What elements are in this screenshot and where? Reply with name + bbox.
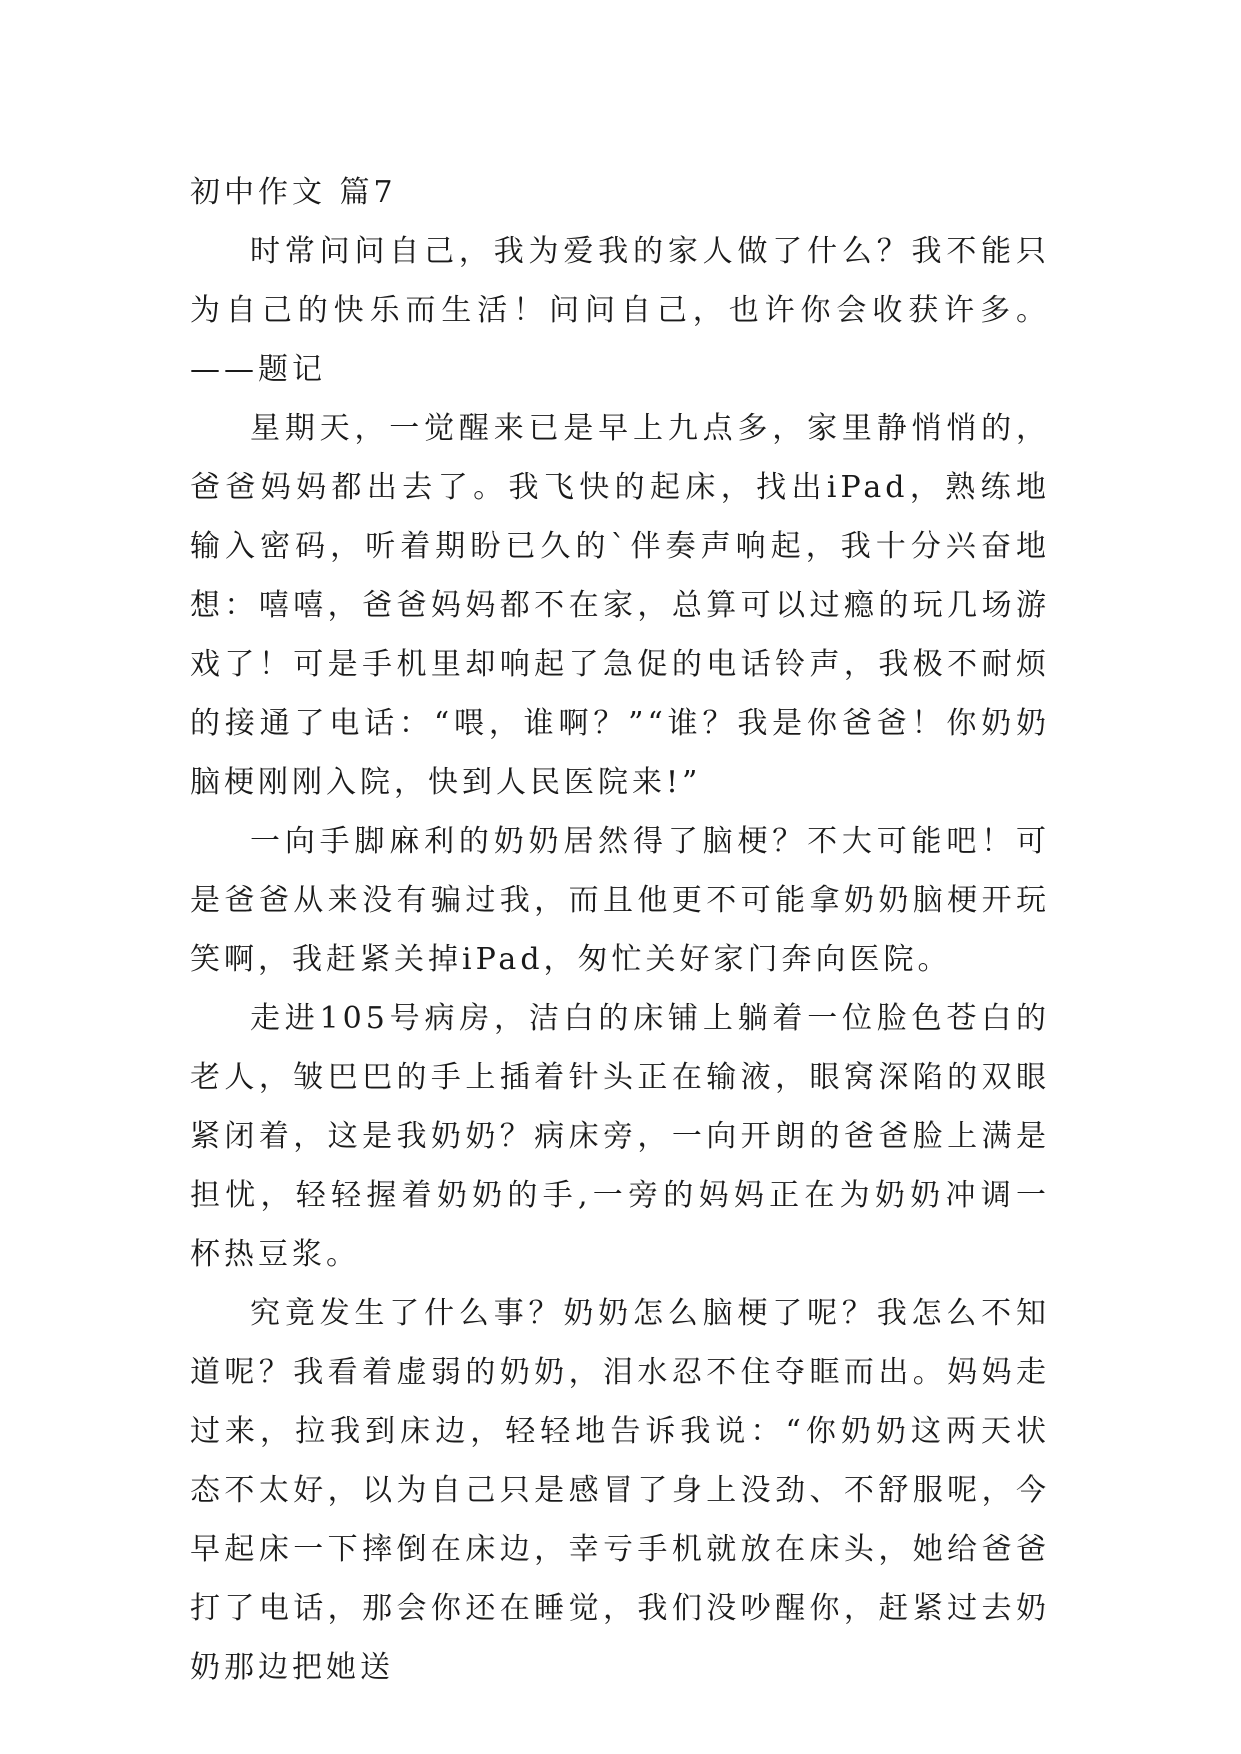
paragraph-mother-explains: 究竟发生了什么事？奶奶怎么脑梗了呢？我怎么不知道呢？我看着虚弱的奶奶，泪水忍不住夺眶而出。妈妈走过来，拉我到床边，轻轻地告诉我说：“你奶奶这两天状态不太好，以为自己只是感冒了身上没劲、不舒服呢，今早起床一下摔倒在床边，幸亏手机就放在床头，她给爸爸打了电话，那会你还在睡觉，我们没吵醒你，赶紧过去奶奶那边把她送 — [190, 1296, 1050, 1685]
paragraph-epigraph: 时常问问自己，我为爱我的家人做了什么？我不能只为自己的快乐而生活！问问自己，也许你会收获许多。——题记 — [190, 234, 1050, 387]
paragraph-sunday-morning: 星期天，一觉醒来已是早上九点多，家里静悄悄的，爸爸妈妈都出去了。我飞快的起床，找出iPad，熟练地输入密码，听着期盼已久的`伴奏声响起，我十分兴奋地想：嘻嘻，爸爸妈妈都不在家，总算可以过瘾的玩几场游戏了！可是手机里却响起了急促的电话铃声，我极不耐烦的接通了电话：“喂，谁啊？”“谁？我是你爸爸！你奶奶脑梗刚刚入院，快到人民医院来!” — [190, 411, 1050, 800]
document-body — [190, 163, 1050, 1697]
document-title: 初中作文 篇7 — [190, 175, 397, 210]
paragraph-hospital-room: 走进105号病房，洁白的床铺上躺着一位脸色苍白的老人，皱巴巴的手上插着针头正在输液，眼窝深陷的双眼紧闭着，这是我奶奶？病床旁，一向开朗的爸爸脸上满是担忧，轻轻握着奶奶的手,一旁的妈妈正在为奶奶冲调一杯热豆浆。 — [190, 1001, 1050, 1272]
paragraph-disbelief: 一向手脚麻利的奶奶居然得了脑梗？不大可能吧！可是爸爸从来没有骗过我，而且他更不可能拿奶奶脑梗开玩笑啊，我赶紧关掉iPad，匆忙关好家门奔向医院。 — [190, 824, 1050, 977]
